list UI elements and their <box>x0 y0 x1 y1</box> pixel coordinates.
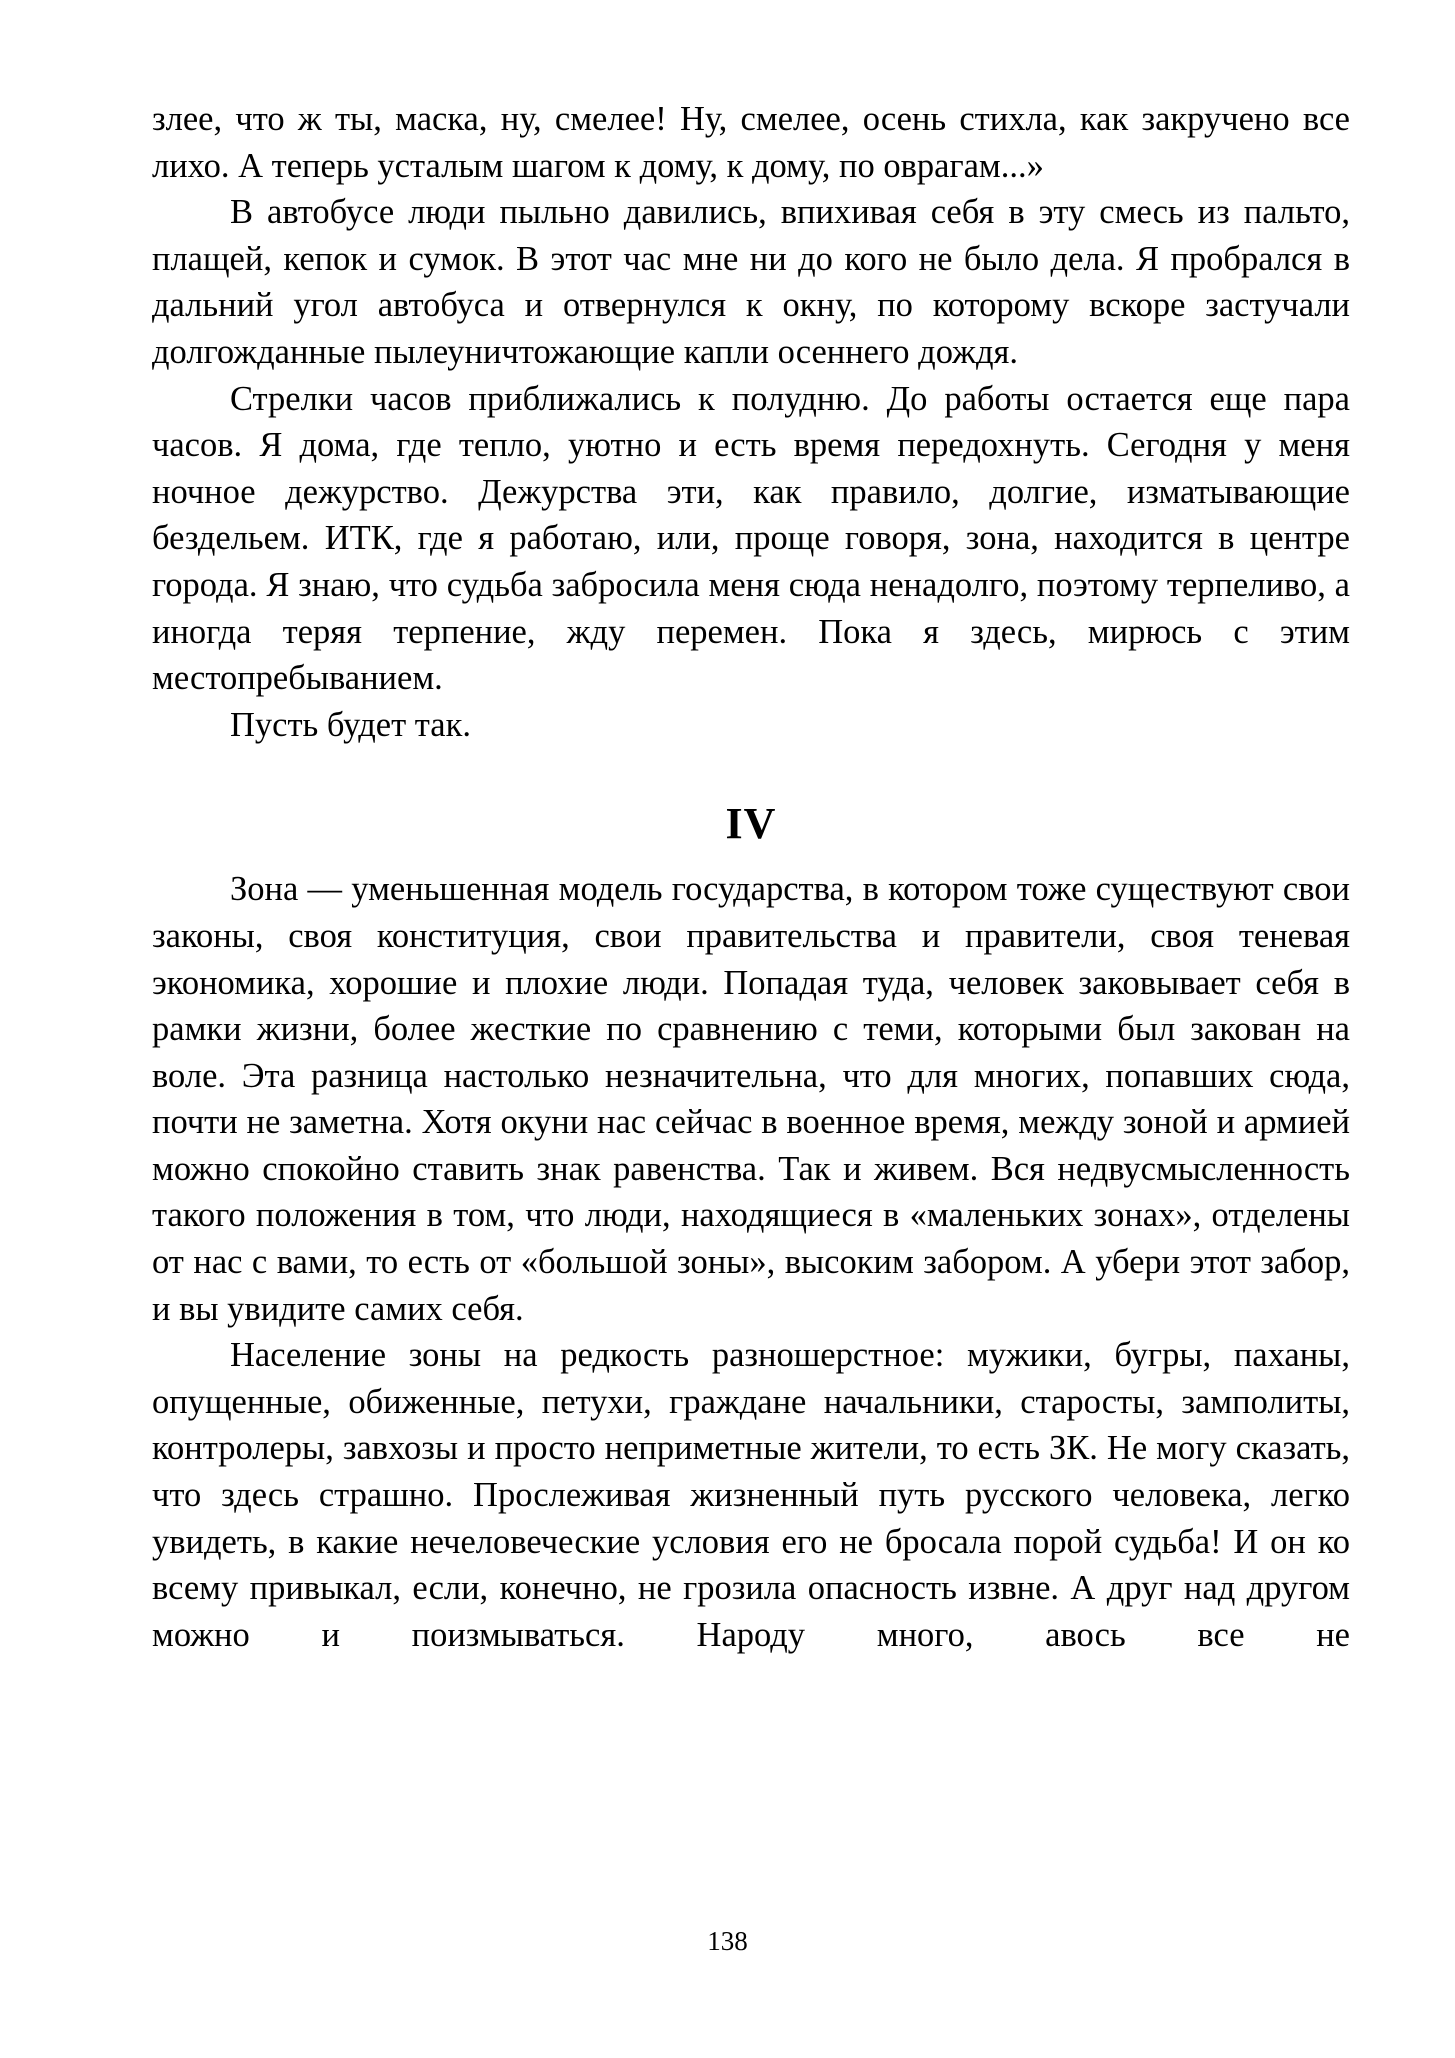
paragraph-zone-model: Зона — уменьшенная модель государства, в котором тоже существуют свои законы, своя конституция, свои правительства и правители, своя теневая экономика, хорошие и плохие люди. Попадая туда, человек заковывает себя в рамки жизни, более жесткие по сравнению с теми, которыми был закован на воле. Эта разница настолько незначительна, что для многих, попавших сюда, почти не заметна. Хотя окуни нас сейчас в военное время, между зоной и армией можно спокойно ставить знак равенства. Так и живем. Вся недвусмысленность такого положения в том, что люди, находящиеся в «маленьких зонах», отделены от нас с вами, то есть от «большой зоны», высоким забором. А убери этот забор, и вы увидите самих себя. <box>152 870 1350 1328</box>
paragraph-clock: Стрелки часов приближались к полудню. До работы остается еще пара часов. Я дома, где тепло, уютно и есть время передохнуть. Сегодня у меня ночное дежурство. Дежурства эти, как правило, долгие, изматывающие бездельем. ИТК, где я работаю, или, проще говоря, зона, находится в центре города. Я знаю, что судьба забросила меня сюда ненадолго, поэтому терпеливо, а иногда теряя терпение, жду перемен. Пока я здесь, мирюсь с этим местопребыванием. <box>152 379 1350 698</box>
paragraph-bus: В автобусе люди пыльно давились, впихивая себя в эту смесь из пальто, плащей, кепок и сумок. В этот час мне ни до кого не было дела. Я пробрался в дальний угол автобуса и отвернулся к окну, по которому вскоре застучали долгожданные пылеуничтожающие капли осеннего дождя. <box>152 193 1350 371</box>
paragraph-population: Население зоны на редкость разношерстное: мужики, бугры, паханы, опущенные, обиженные, петухи, граждане начальники, старосты, замполиты, контролеры, завхозы и просто неприметные жители, то есть ЗК. Не могу сказать, что здесь страшно. Прослеживая жизненный путь русского человека, легко увидеть, в какие нечеловеческие условия его не бросала порой судьба! И он ко всему привыкал, если, конечно, не грозила опасность извне. А друг над другом можно и поизмываться. Народу много, авось все не <box>152 1336 1350 1654</box>
chapter-heading-iv: IV <box>725 799 777 849</box>
page-number: 138 <box>707 1926 748 1956</box>
page-text-block <box>152 96 1350 1658</box>
paragraph-let-it-be: Пусть будет так. <box>230 705 471 744</box>
paragraph-continuation: злее, что ж ты, маска, ну, смелее! Ну, смелее, осень стихла, как закручено все лихо. А теперь усталым шагом к дому, к дому, по оврагам...» <box>152 100 1350 185</box>
